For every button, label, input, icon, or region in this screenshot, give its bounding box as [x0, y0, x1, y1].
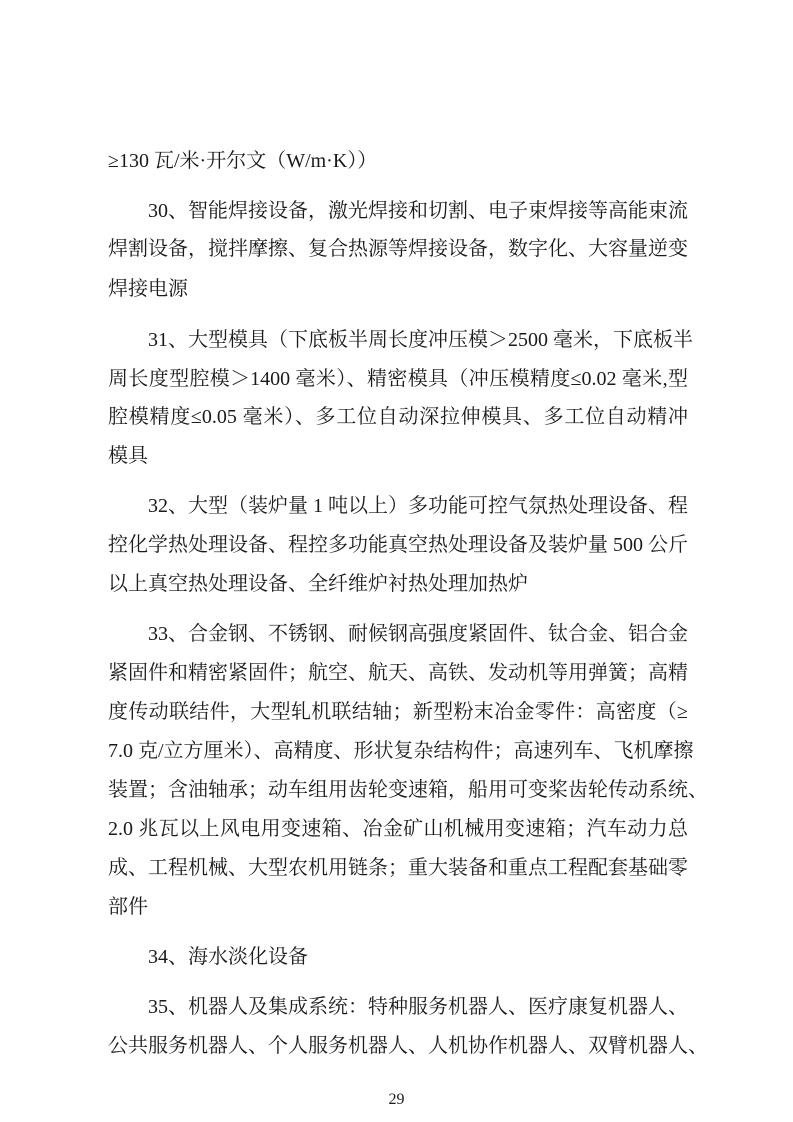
page-number: 29	[388, 1091, 405, 1108]
text-line: 周长度型腔模＞1400 毫米）、精密模具（冲压模精度≤0.02 毫米,型	[108, 368, 688, 390]
item-35-heading-line: 35、机器人及集成系统：特种服务机器人、医疗康复机器人、	[148, 996, 688, 1018]
text-line: 公共服务机器人、个人服务机器人、人机协作机器人、双臂机器人、	[108, 1035, 708, 1057]
text-line: 腔模精度≤0.05 毫米）、多工位自动深拉伸模具、多工位自动精冲	[108, 406, 688, 428]
text-line: ≥130 瓦/米·开尔文（W/m·K））	[108, 150, 378, 172]
text-line: 焊割设备，搅拌摩擦、复合热源等焊接设备，数字化、大容量逆变	[108, 238, 688, 260]
text-line: 部件	[108, 896, 148, 918]
text-line: 紧固件和精密紧固件；航空、航天、高铁、发动机等用弹簧；高精	[108, 662, 688, 684]
item-32-heading-line: 32、大型（装炉量 1 吨以上）多功能可控气氛热处理设备、程	[148, 495, 688, 517]
item-31-heading-line: 31、大型模具（下底板半周长度冲压模＞2500 毫米，下底板半	[148, 329, 693, 351]
item-34-heading-line: 34、海水淡化设备	[148, 946, 308, 968]
item-30-heading-line: 30、智能焊接设备，激光焊接和切割、电子束焊接等高能束流	[148, 200, 688, 222]
text-line: 7.0 克/立方厘米）、高精度、形状复杂结构件；高速列车、飞机摩擦	[108, 740, 694, 762]
text-line: 以上真空热处理设备、全纤维炉衬热处理加热炉	[108, 573, 528, 595]
item-33-heading-line: 33、合金钢、不锈钢、耐候钢高强度紧固件、钛合金、铝合金	[148, 623, 688, 645]
text-line: 装置；含油轴承；动车组用齿轮变速箱，船用可变桨齿轮传动系统、	[108, 779, 708, 801]
text-line: 焊接电源	[108, 278, 188, 300]
text-line: 度传动联结件，大型轧机联结轴；新型粉末冶金零件：高密度（≥	[108, 701, 688, 723]
text-line: 控化学热处理设备、程控多功能真空热处理设备及装炉量 500 公斤	[108, 534, 688, 556]
text-line: 成、工程机械、大型农机用链条；重大装备和重点工程配套基础零	[108, 857, 688, 879]
text-line: 模具	[108, 445, 148, 467]
text-line: 2.0 兆瓦以上风电用变速箱、冶金矿山机械用变速箱；汽车动力总	[108, 818, 688, 840]
